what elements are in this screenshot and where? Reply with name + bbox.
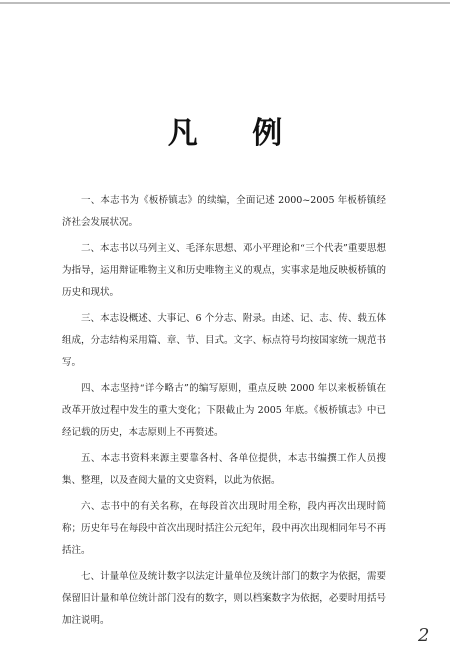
page-title: 凡 例 bbox=[167, 116, 305, 151]
paragraph-2: 二、本志书以马列主义、毛泽东思想、邓小平理论和“三个代表”重要思想为指导，运用辩证唯物主义和历史唯物主义的观点，实事求是地反映板桥镇的历史和现状。 bbox=[62, 243, 386, 298]
top-rule bbox=[0, 2, 450, 4]
paragraph-3: 三、本志设概述、大事记、6 个分志、附录。由述、记、志、传、载五体组成，分志结构采用篇、章、节、目式。文字、标点符号均按国家统一规范书写。 bbox=[62, 313, 386, 368]
body-text bbox=[62, 190, 386, 636]
paragraph-7: 七、计量单位及统计数字以法定计量单位及统计部门的数字为依据，需要保留旧计量和单位统计部门没有的数字，则以档案数字为依据，必要时用括号加注说明。 bbox=[62, 571, 386, 626]
paragraph-1: 一、本志书为《板桥镇志》的续编，全面记述 2000~2005 年板桥镇经济社会发展状况。 bbox=[62, 195, 386, 228]
paragraph-6: 六、志书中的有关名称，在每段首次出现时用全称，段内再次出现时简称；历史年号在每段中首次出现时括注公元纪年，段中再次出现相同年号不再括注。 bbox=[62, 501, 386, 556]
paragraph-5: 五、本志书资料来源主要靠各村、各单位提供，本志书编撰工作人员搜集、整理，以及查阅大量的文史资料，以此为依据。 bbox=[62, 453, 386, 486]
paragraph-4: 四、本志坚持“详今略古”的编写原则，重点反映 2000 年以来板桥镇在改革开放过程中发生的重大变化；下限截止为 2005 年底。《板桥镇志》中已经记载的历史，本志原则上不再赘述。 bbox=[62, 383, 386, 438]
page-number: 2 bbox=[418, 625, 430, 646]
